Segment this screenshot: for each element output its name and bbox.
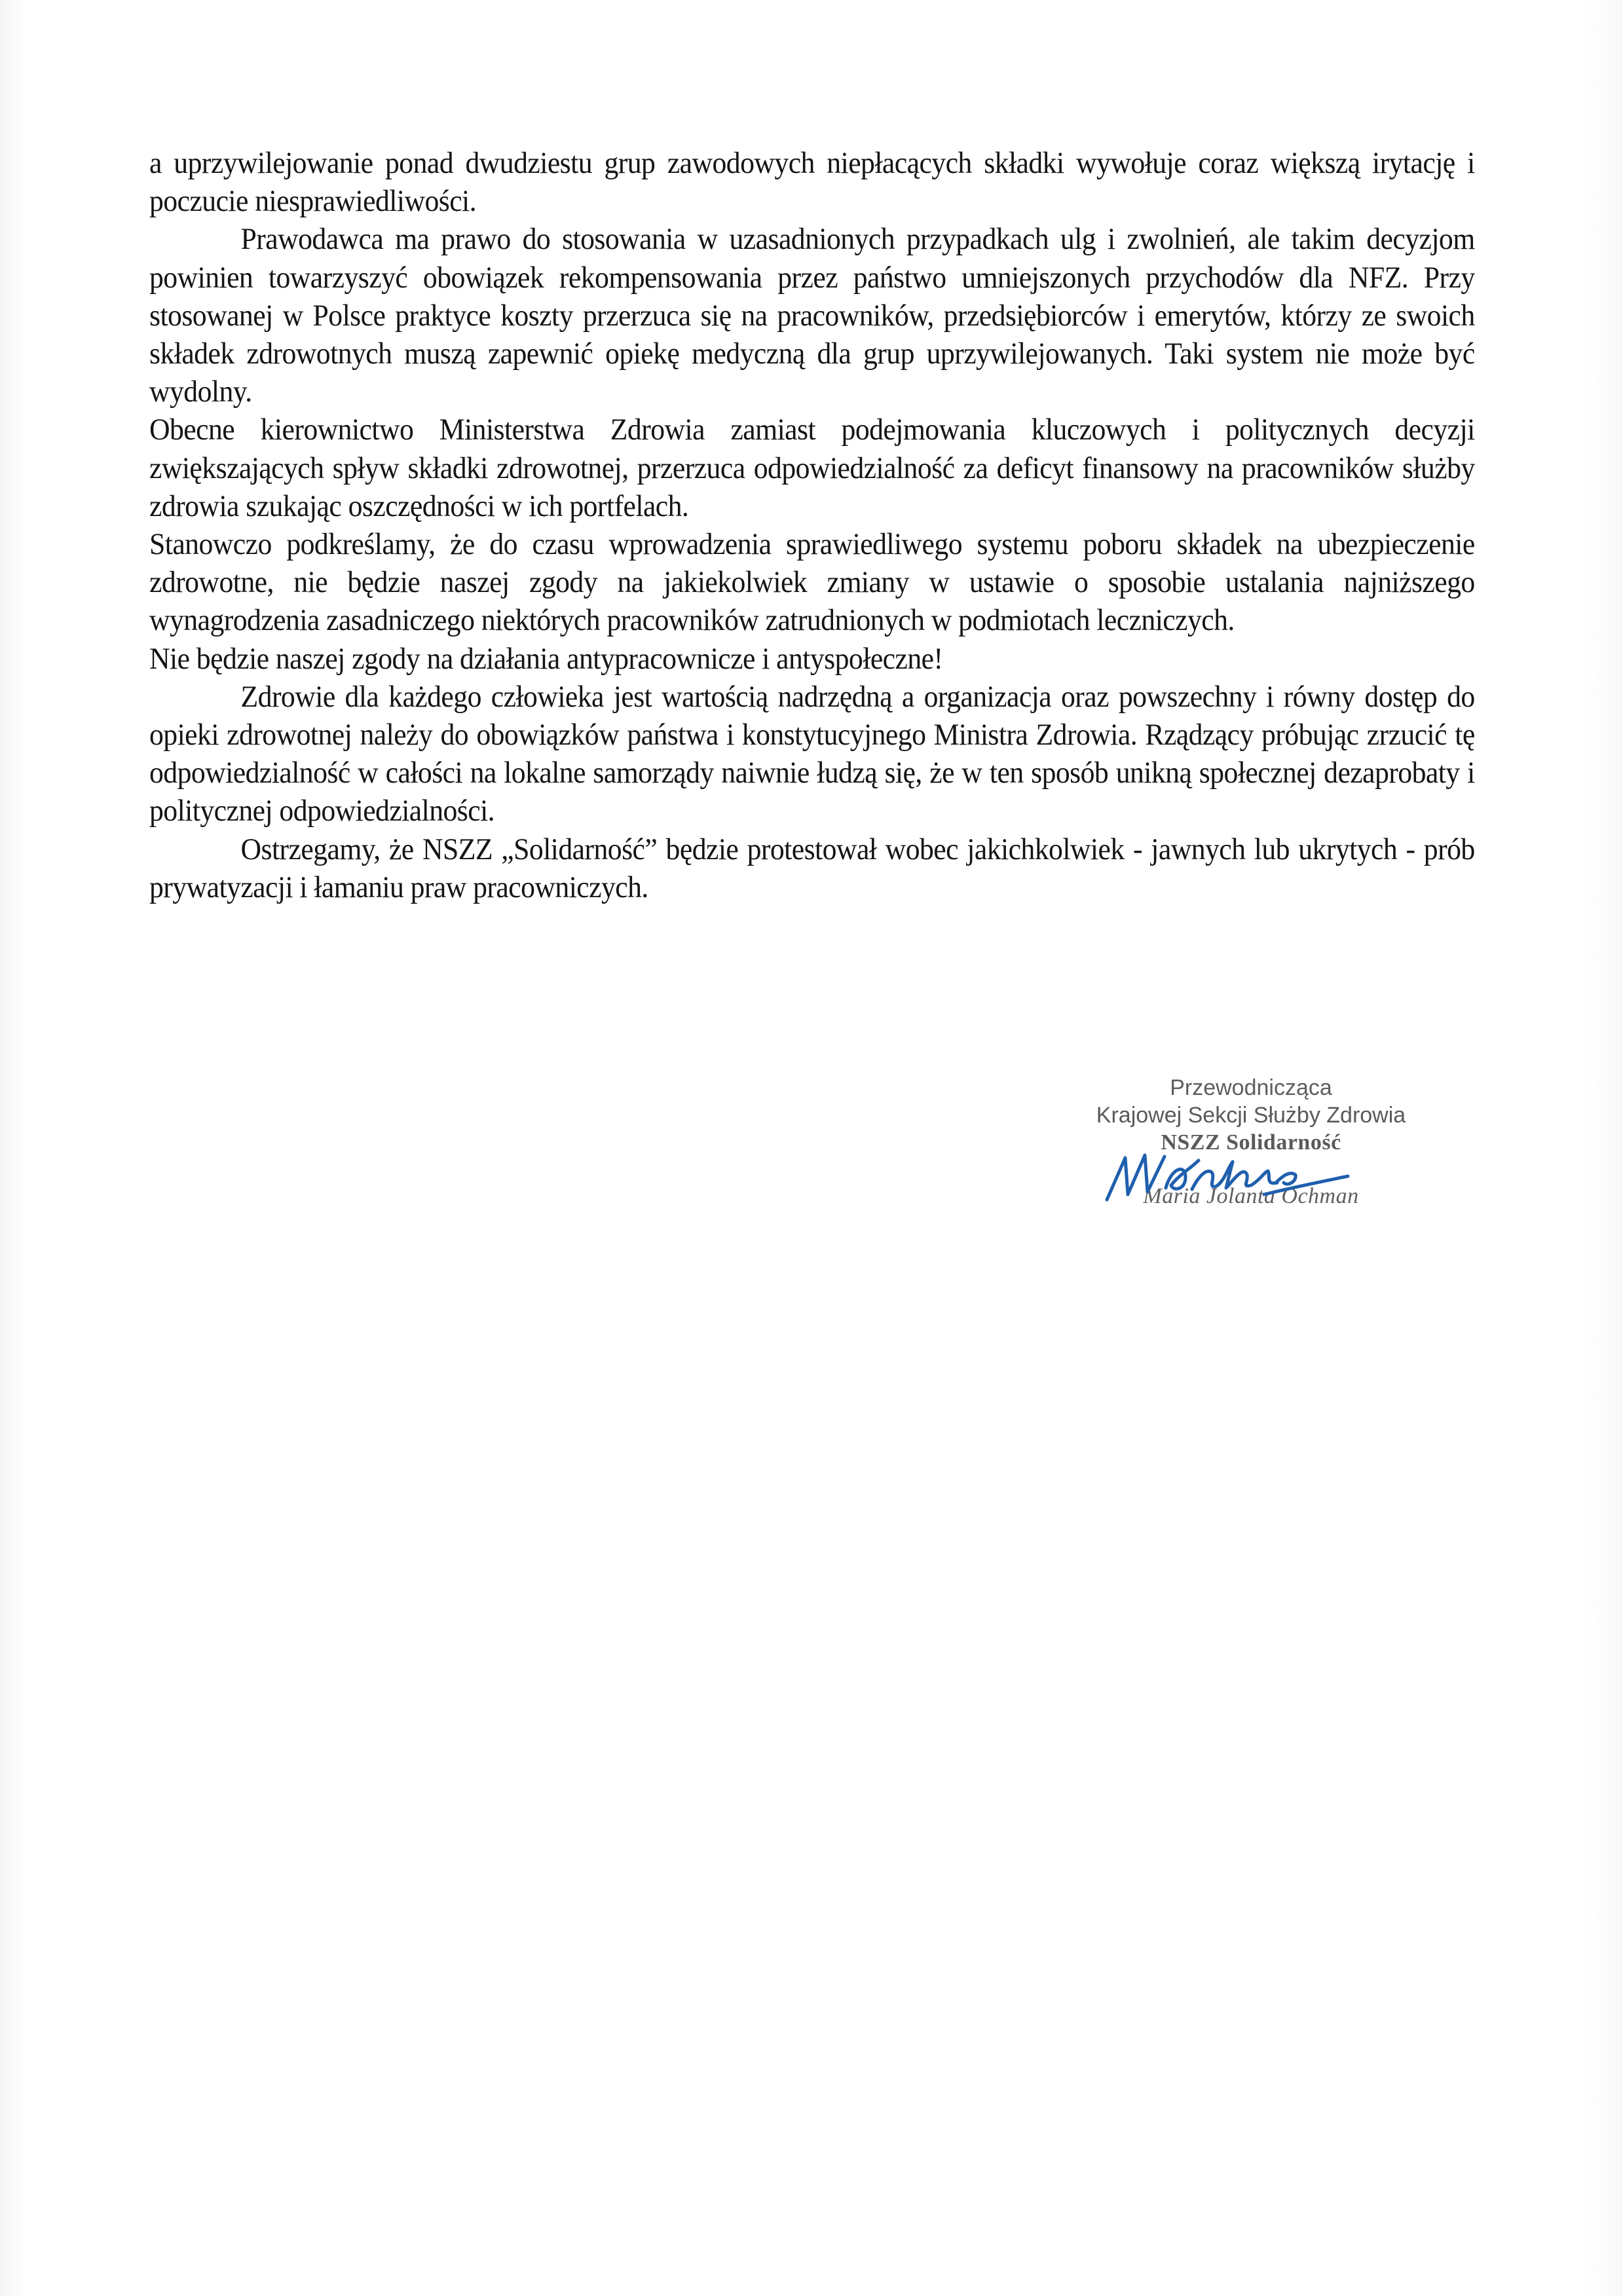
signatory-union: NSZZ Solidarność (1161, 1130, 1341, 1155)
handwritten-signature-icon (1087, 1149, 1362, 1208)
scan-edge-shadow-right (1584, 0, 1623, 2296)
signatory-name: Maria Jolanta Ochman (1143, 1184, 1359, 1208)
paragraph-3: Obecne kierownictwo Ministerstwa Zdrowia zamiast podejmowania kluczowych i politycznych decyzji zwiększających spływ składki zdrowotnej, przerzuca odpowiedzialność za deficyt finansowy na pracowników służby zdrowia szukając oszczędności w ich portfelach. (149, 413, 1475, 523)
paragraph-5: Nie będzie naszej zgody na działania antypracownicze i antyspołeczne! (149, 641, 943, 676)
paragraph-1: a uprzywilejowanie ponad dwudziestu grup zawodowych niepłacących składki wywołuje coraz większą irytację i poczucie niesprawiedliwości. (149, 146, 1475, 219)
letter-body (149, 144, 1475, 906)
signature-block (1061, 1074, 1441, 1215)
paragraph-4: Stanowczo podkreślamy, że do czasu wprowadzenia sprawiedliwego systemu poboru składek na ubezpieczenie zdrowotne, nie będzie naszej zgody na jakiekolwiek zmiany w ustawie o sposobie ustalania najniższego wynagrodzenia zasadniczego niektórych pracowników zatrudnionych w podmiotach leczniczych. (149, 527, 1475, 638)
signatory-title: Przewodnicząca (1170, 1075, 1332, 1100)
paragraph-7: Ostrzegamy, że NSZZ „Solidarność” będzie protestował wobec jakichkolwiek - jawnych lub ukrytych - prób prywatyzacji i łamaniu praw pracowniczych. (149, 832, 1475, 904)
paragraph-6: Zdrowie dla każdego człowieka jest wartością nadrzędną a organizacja oraz powszechny i równy dostęp do opieki zdrowotnej należy do obowiązków państwa i konstytucyjnego Ministra Zdrowia. Rządzący próbując zrzucić tę odpowiedzialność w całości na lokalne samorządy naiwnie łudzą się, że w ten sposób unikną społecznej dezaprobaty i politycznej odpowiedzialności. (149, 679, 1475, 828)
paragraph-2: Prawodawca ma prawo do stosowania w uzasadnionych przypadkach ulg i zwolnień, ale takim decyzjom powinien towarzyszyć obowiązek rekompensowania przez państwo umniejszonych przychodów dla NFZ. Przy stosowanej w Polsce praktyce koszty przerzuca się na pracowników, przedsiębiorców i emerytów, którzy ze swoich składek zdrowotnych muszą zapewnić opiekę medyczną dla grup uprzywilejowanych. Taki system nie może być wydolny. (149, 222, 1475, 409)
signature-area (1061, 1158, 1441, 1215)
signatory-organization: Krajowej Sekcji Służby Zdrowia (1096, 1103, 1406, 1128)
scan-edge-shadow-left (0, 0, 26, 2296)
